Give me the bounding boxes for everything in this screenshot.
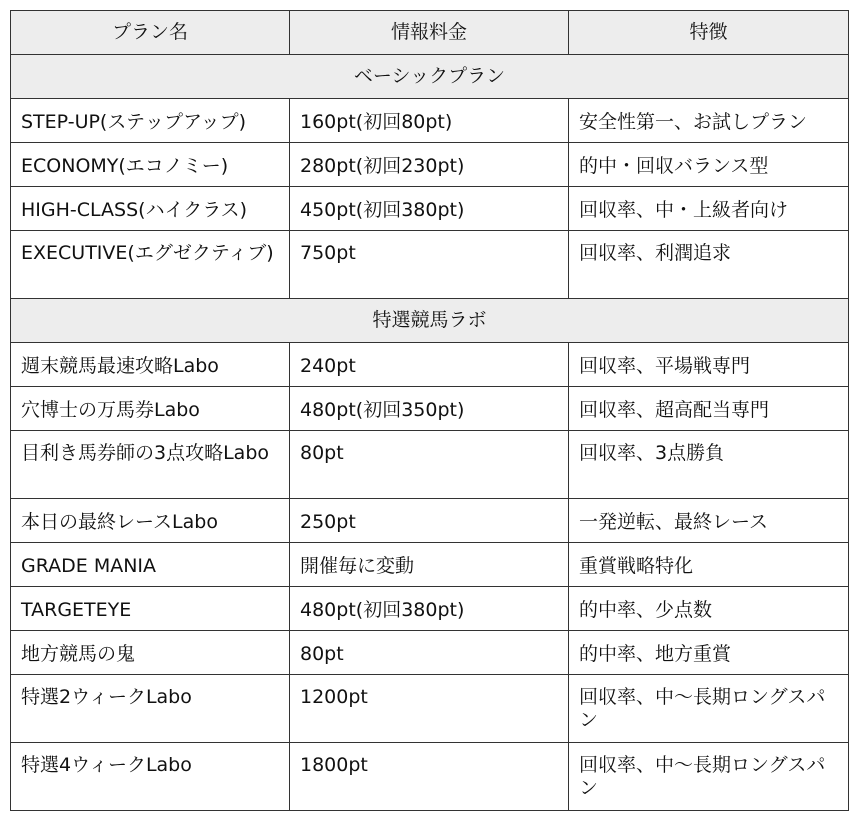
- table-row: [11, 743, 849, 811]
- feature-cell: 重賞戦略特化: [569, 543, 849, 587]
- header-plan-name: プラン名: [11, 11, 290, 55]
- feature-cell: 回収率、超高配当専門: [569, 387, 849, 431]
- table-row: [11, 143, 849, 187]
- section-row: [11, 55, 849, 99]
- price-cell: 160pt(初回80pt): [290, 99, 569, 143]
- feature-cell: 的中・回収バランス型: [569, 143, 849, 187]
- feature-cell: 回収率、中〜長期ロングスパン: [569, 675, 849, 743]
- section-row: [11, 299, 849, 343]
- table-row: [11, 387, 849, 431]
- plan-name-cell: EXECUTIVE(エグゼクティブ): [11, 231, 290, 299]
- price-cell: 480pt(初回350pt): [290, 387, 569, 431]
- price-cell: 開催毎に変動: [290, 543, 569, 587]
- table-row: [11, 499, 849, 543]
- plan-name-cell: 週末競馬最速攻略Labo: [11, 343, 290, 387]
- price-cell: 240pt: [290, 343, 569, 387]
- price-cell: 450pt(初回380pt): [290, 187, 569, 231]
- price-cell: 1800pt: [290, 743, 569, 811]
- feature-cell: 回収率、中・上級者向け: [569, 187, 849, 231]
- feature-cell: 安全性第一、お試しプラン: [569, 99, 849, 143]
- header-row: [11, 11, 849, 55]
- price-cell: 480pt(初回380pt): [290, 587, 569, 631]
- price-cell: 280pt(初回230pt): [290, 143, 569, 187]
- plan-name-cell: HIGH-CLASS(ハイクラス): [11, 187, 290, 231]
- plan-name-cell: 地方競馬の鬼: [11, 631, 290, 675]
- table-row: [11, 631, 849, 675]
- feature-cell: 回収率、中〜長期ロングスパン: [569, 743, 849, 811]
- feature-cell: 的中率、地方重賞: [569, 631, 849, 675]
- price-cell: 750pt: [290, 231, 569, 299]
- plan-name-cell: 穴博士の万馬券Labo: [11, 387, 290, 431]
- table-row: [11, 675, 849, 743]
- feature-cell: 回収率、3点勝負: [569, 431, 849, 499]
- plan-name-cell: 本日の最終レースLabo: [11, 499, 290, 543]
- plan-name-cell: GRADE MANIA: [11, 543, 290, 587]
- header-price: 情報料金: [290, 11, 569, 55]
- feature-cell: 一発逆転、最終レース: [569, 499, 849, 543]
- table-row: [11, 99, 849, 143]
- section-title: ベーシックプラン: [11, 55, 849, 99]
- plan-name-cell: ECONOMY(エコノミー): [11, 143, 290, 187]
- plan-name-cell: STEP-UP(ステップアップ): [11, 99, 290, 143]
- table-row: [11, 543, 849, 587]
- plan-name-cell: TARGETEYE: [11, 587, 290, 631]
- table-row: [11, 431, 849, 499]
- plan-name-cell: 特選2ウィークLabo: [11, 675, 290, 743]
- price-cell: 250pt: [290, 499, 569, 543]
- feature-cell: 回収率、平場戦専門: [569, 343, 849, 387]
- plan-name-cell: 目利き馬券師の3点攻略Labo: [11, 431, 290, 499]
- feature-cell: 的中率、少点数: [569, 587, 849, 631]
- feature-cell: 回収率、利潤追求: [569, 231, 849, 299]
- table-row: [11, 343, 849, 387]
- header-feature: 特徴: [569, 11, 849, 55]
- plan-name-cell: 特選4ウィークLabo: [11, 743, 290, 811]
- table-row: [11, 587, 849, 631]
- plan-table: [10, 10, 849, 811]
- price-cell: 1200pt: [290, 675, 569, 743]
- table-row: [11, 187, 849, 231]
- section-title: 特選競馬ラボ: [11, 299, 849, 343]
- price-cell: 80pt: [290, 431, 569, 499]
- price-cell: 80pt: [290, 631, 569, 675]
- table-row: [11, 231, 849, 299]
